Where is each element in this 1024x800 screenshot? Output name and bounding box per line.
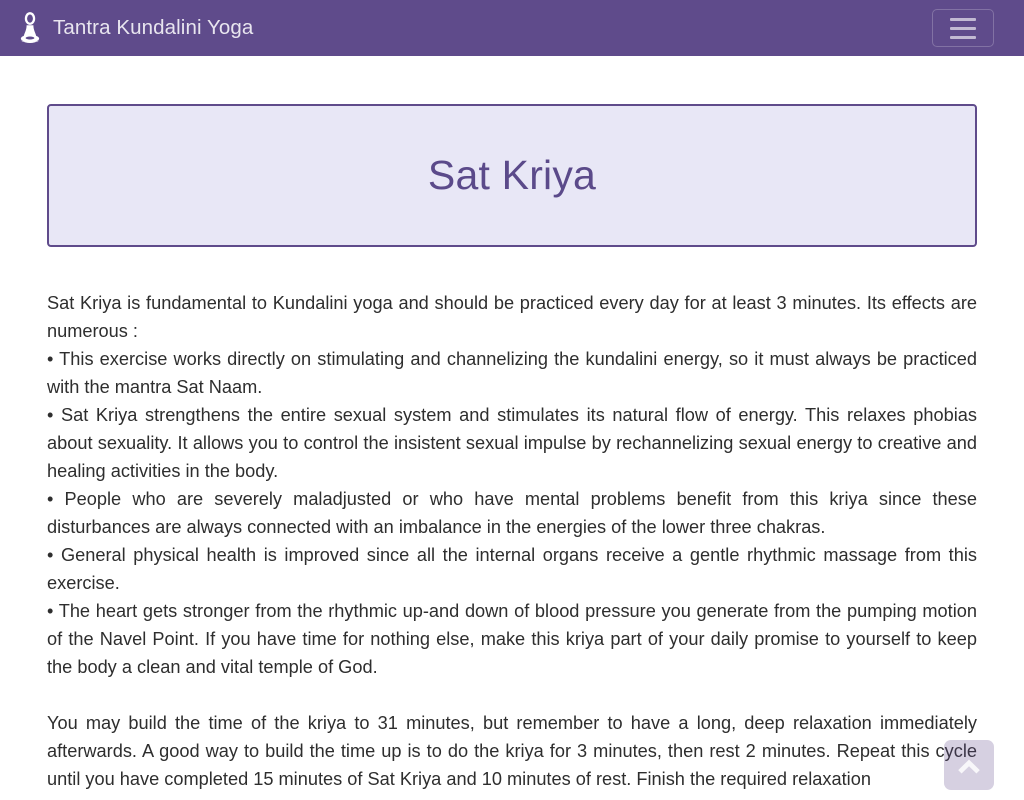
meditating-figure-icon (18, 11, 42, 45)
paragraph-bullet-3: • People who are severely maladjusted or who have mental problems benefit from this kriya since these disturbances are always connected with an imbalance in the energies of the lower three chakras. (47, 489, 977, 537)
hamburger-bar-3 (950, 36, 976, 39)
page-container (47, 56, 977, 793)
page-title: Sat Kriya (427, 151, 597, 198)
paragraph-bullet-4: • General physical health is improved since all the internal organs receive a gentle rhythmic massage from this exercise. (47, 545, 977, 593)
paragraph-bullet-2: • Sat Kriya strengthens the entire sexual system and stimulates its natural flow of energy. This relaxes phobias about sexuality. It allows you to control the insistent sexual impulse by rechannelizing sexual energy to creative and healing activities in the body. (47, 405, 977, 481)
paragraph-bullet-5: • The heart gets stronger from the rhythmic up-and down of blood pressure you generate from the pumping motion of the Navel Point. If you have time for nothing else, make this kriya part of your daily promise to yourself to keep the body a clean and vital temple of God. (47, 601, 977, 677)
paragraph-intro: Sat Kriya is fundamental to Kundalini yoga and should be practiced every day for at least 3 minutes. Its effects are numerous : (47, 293, 977, 341)
article-body (47, 289, 977, 793)
paragraph-bullet-1: • This exercise works directly on stimulating and channelizing the kundalini energy, so it must always be practiced with the mantra Sat Naam. (47, 349, 977, 397)
brand-label: Tantra Kundalini Yoga (53, 15, 254, 39)
paragraph-closing: You may build the time of the kriya to 31 minutes, but remember to have a long, deep relaxation immediately afterwards. A good way to build the time up is to do the kriya for 3 minutes, then rest 2 minutes. Repeat this cycle until you have completed 15 minutes of Sat Kriya and 10 minutes of rest. Finish the required relaxation (47, 713, 977, 789)
chevron-up-icon (954, 750, 984, 780)
brand-link[interactable] (18, 11, 253, 45)
hamburger-menu-icon[interactable] (932, 9, 994, 47)
top-navbar (0, 0, 1024, 56)
scroll-to-top-button[interactable] (944, 740, 994, 790)
hamburger-bar-1 (950, 18, 976, 21)
hamburger-bar-2 (950, 27, 976, 30)
page-title-card (47, 104, 977, 247)
